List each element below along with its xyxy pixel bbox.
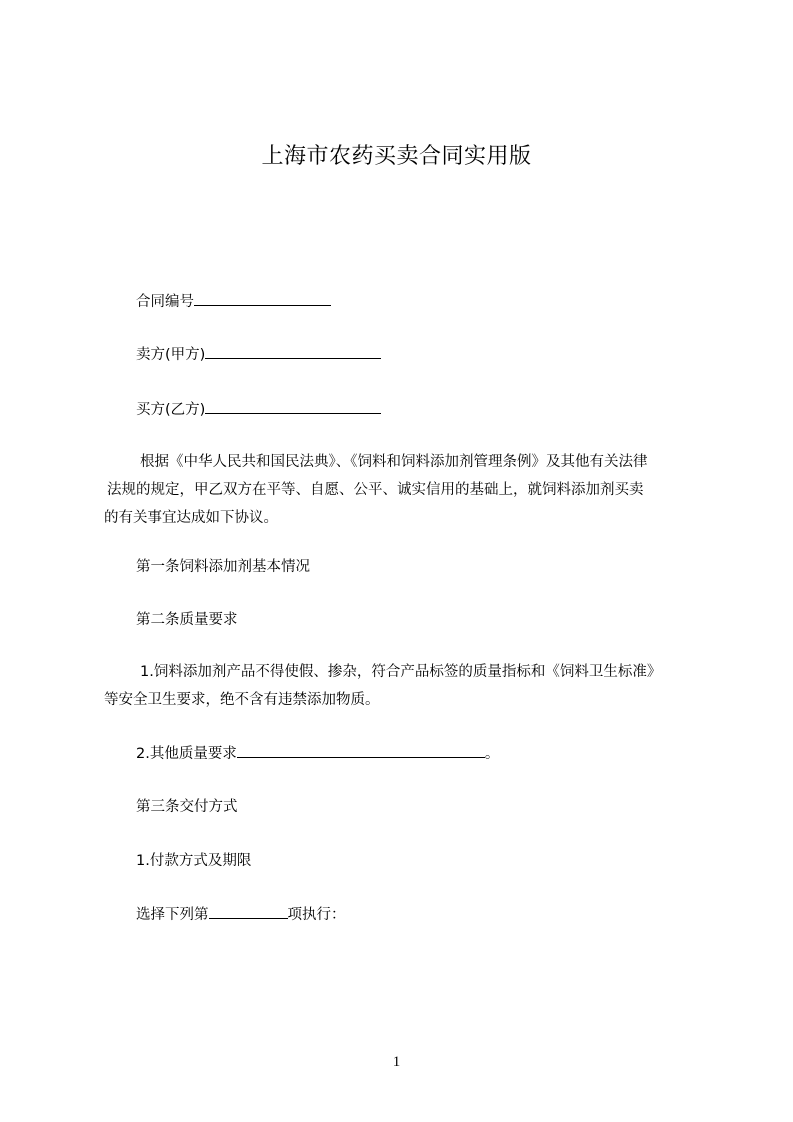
seller-line (136, 344, 381, 365)
buyer-field[interactable] (205, 399, 381, 414)
clause-2-2-label: 2.其他质量要求 (136, 746, 237, 762)
clause-2-2-end: 。 (484, 746, 500, 762)
select-option-field[interactable] (209, 904, 288, 919)
seller-field[interactable] (205, 344, 381, 359)
clause-2-1-line-1: 1.饲料添加剂产品不得使假、掺杂，符合产品标签的质量指标和《饲料卫生标准》 (140, 664, 662, 680)
buyer-line (136, 399, 381, 420)
preamble-line-2: 法规的规定，甲乙双方在平等、自愿、公平、诚实信用的基础上，就饲料添加剂买卖 (107, 482, 644, 498)
clause-3-1-heading: 1.付款方式及期限 (136, 853, 252, 869)
clause-2-1-line-2: 等安全卫生要求，绝不含有违禁添加物质。 (104, 692, 380, 708)
buyer-label: 买方(乙方) (136, 402, 206, 418)
seller-label: 卖方(甲方) (136, 347, 206, 363)
preamble-line-3: 的有关事宜达成如下协议。 (104, 510, 278, 526)
article-1-heading: 第一条饲料添加剂基本情况 (136, 559, 310, 575)
select-prefix: 选择下列第 (136, 907, 209, 923)
article-3-heading: 第三条交付方式 (136, 799, 238, 815)
select-suffix: 项执行： (287, 907, 346, 923)
page-number: 1 (392, 1054, 401, 1070)
contract-number-line (136, 291, 331, 312)
preamble-paragraph (104, 448, 724, 532)
preamble-line-1: 根据《中华人民共和国民法典》、《饲料和饲料添加剂管理条例》及其他有关法律 (140, 454, 648, 470)
clause-2-1-paragraph (104, 658, 724, 714)
contract-number-field[interactable] (194, 291, 331, 306)
other-quality-field[interactable] (237, 743, 485, 758)
contract-number-label: 合同编号 (136, 294, 194, 310)
document-title: 上海市农药买卖合同实用版 (261, 144, 532, 169)
article-2-heading: 第二条质量要求 (136, 612, 238, 628)
clause-2-2-line (136, 743, 499, 764)
select-option-line (136, 904, 346, 925)
